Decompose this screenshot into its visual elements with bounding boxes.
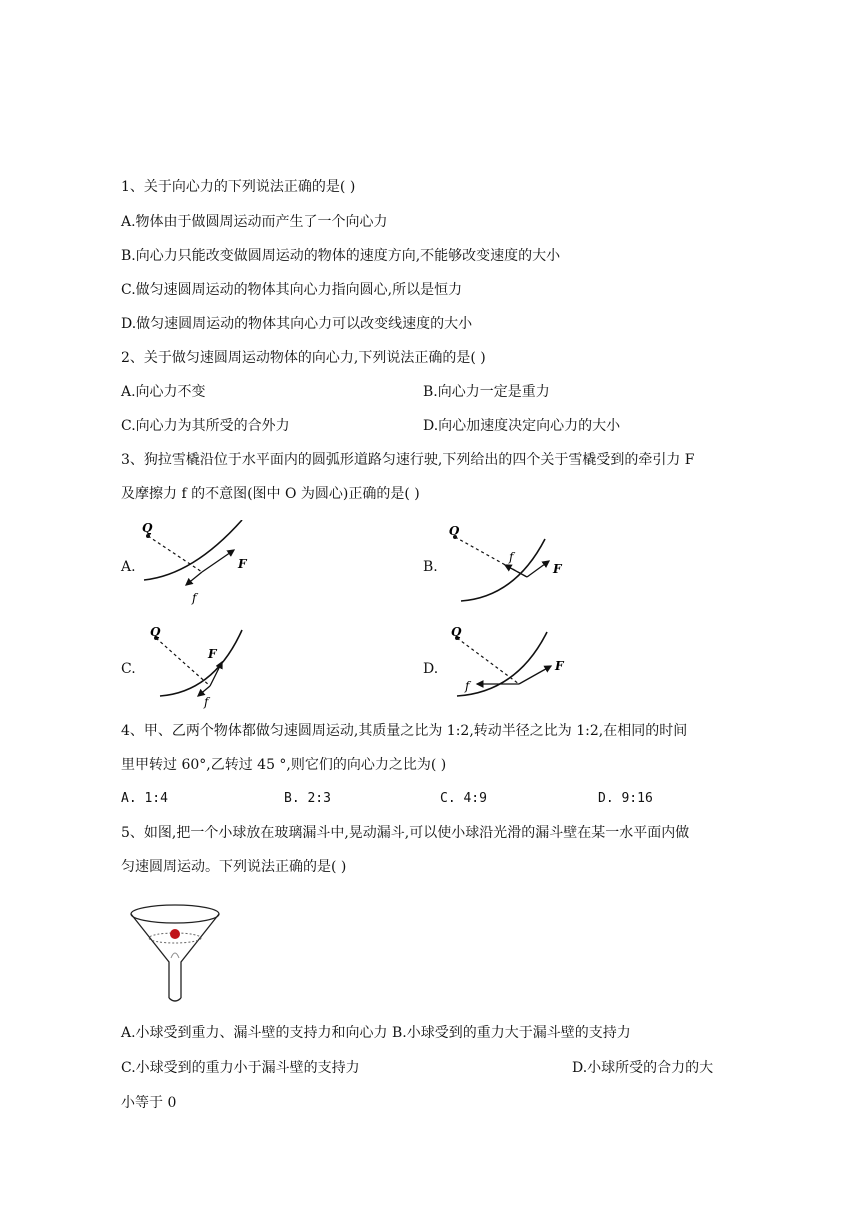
q1-option-b: B.向心力只能改变做圆周运动的物体的速度方向,不能够改变速度的大小 (121, 248, 561, 264)
q1-option-a: A.物体由于做圆周运动而产生了一个向心力 (121, 214, 388, 230)
arc-path (461, 539, 545, 601)
q4-option-a: A. 1:4 (121, 791, 168, 806)
q1-stem: 1、关于向心力的下列说法正确的是( ) (121, 179, 356, 195)
q3-figure-a (138, 520, 258, 610)
force-label: F (208, 647, 217, 661)
force-f-arrow (519, 666, 551, 684)
q3-option-b-label: B. (423, 559, 438, 575)
q2-option-b: B.向心力一定是重力 (423, 384, 550, 400)
q2-option-d: D.向心加速度决定向心力的大小 (423, 418, 621, 434)
radius-line (148, 536, 202, 572)
arc-path (144, 520, 242, 580)
arc-path (160, 630, 242, 696)
center-label: O (449, 525, 460, 538)
q1-option-c: C.做匀速圆周运动的物体其向心力指向圆心,所以是恒力 (121, 282, 463, 298)
funnel-tip (169, 998, 181, 1001)
q2-option-c: C.向心力为其所受的合外力 (121, 418, 290, 434)
q1-option-d: D.做匀速圆周运动的物体其向心力可以改变线速度的大小 (121, 316, 473, 332)
friction-label: f (509, 550, 514, 564)
q3-figure-d (447, 624, 572, 712)
force-label: F (555, 659, 564, 673)
q2-option-a: A.向心力不变 (121, 384, 206, 400)
q5-option-c: C.小球受到的重力小于漏斗壁的支持力 (121, 1060, 360, 1076)
center-label: Q (142, 521, 153, 535)
force-label: F (553, 562, 562, 576)
q3-option-d-label: D. (423, 661, 439, 677)
force-label: F (238, 557, 247, 571)
q3-stem-line2: 及摩擦力 f 的不意图(图中 O 为圆心)正确的是( ) (121, 486, 420, 502)
q5-option-d-cont: 小等于 0 (121, 1095, 177, 1111)
q2-stem: 2、关于做匀速圆周运动物体的向心力,下列说法正确的是( ) (121, 350, 486, 366)
q4-option-b: B. 2:3 (284, 791, 331, 806)
q3-stem-line1: 3、狗拉雪橇沿位于水平面内的圆弧形道路匀速行驶,下列给出的四个关于雪橇受到的牵引力 F (121, 452, 695, 468)
ball (170, 929, 180, 939)
neck-highlight (171, 953, 179, 958)
q4-stem-line2: 里甲转过 60°,乙转过 45 °,则它们的向心力之比为( ) (121, 757, 447, 773)
friction-label: f (204, 695, 209, 709)
friction-label: f (192, 591, 197, 605)
q4-option-c: C. 4:9 (440, 791, 487, 806)
q3-figure-c (148, 624, 258, 712)
radius-line (156, 638, 210, 686)
q4-stem-line1: 4、甲、乙两个物体都做匀速圆周运动,其质量之比为 1:2,转动半径之比为 1:2,在相同的时间 (121, 723, 688, 739)
q5-funnel-figure (127, 900, 232, 1005)
q3-option-a-label: A. (121, 559, 136, 575)
funnel-body (131, 914, 219, 998)
arc-path (457, 632, 547, 696)
q3-figure-b (445, 525, 565, 610)
center-label: Q (451, 625, 462, 639)
center-label: Q (150, 625, 161, 639)
funnel-rim (131, 905, 219, 923)
q5-stem-line2: 匀速圆周运动。下列说法正确的是( ) (121, 859, 347, 875)
q3-option-c-label: C. (121, 661, 136, 677)
q4-option-d: D. 9:16 (598, 791, 653, 806)
q5-stem-line1: 5、如图,把一个小球放在玻璃漏斗中,晃动漏斗,可以使小球沿光滑的漏斗壁在某一水平面内做 (121, 825, 690, 841)
q5-option-ab: A.小球受到重力、漏斗壁的支持力和向心力 B.小球受到的重力大于漏斗壁的支持力 (121, 1025, 631, 1041)
friction-arrow (186, 572, 202, 585)
friction-label: f (465, 679, 470, 693)
q5-option-d: D.小球所受的合力的大 (572, 1060, 714, 1076)
